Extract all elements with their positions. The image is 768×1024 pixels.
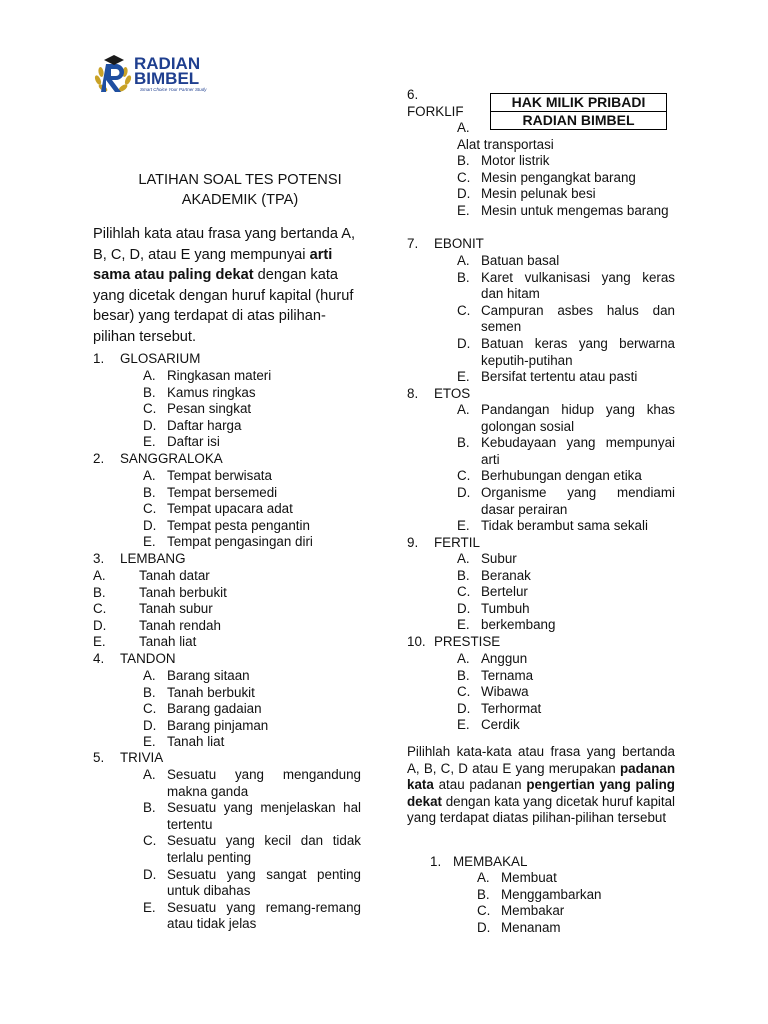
- option-letter: A.: [477, 870, 490, 885]
- option-letter: C.: [457, 169, 471, 185]
- option-letter: D.: [143, 866, 157, 882]
- option-letter: B.: [477, 886, 490, 902]
- option-text: Beranak: [481, 567, 531, 583]
- option-letter: E.: [143, 734, 156, 750]
- instructions-text-2: dengan kata yang dicetak dengan huruf kapital (huruf besar) yang terdapat di atas pilihan-pilihan tersebut.: [93, 267, 354, 345]
- option-a[interactable]: [457, 402, 675, 435]
- option-d[interactable]: [457, 701, 675, 718]
- question-2-options: [143, 468, 361, 551]
- question-7-options: [457, 253, 675, 386]
- question-3-options: [93, 568, 361, 651]
- option-text: Tempat upacara adat: [167, 501, 293, 517]
- option-b[interactable]: [457, 668, 675, 685]
- question-6-options: [457, 120, 675, 220]
- option-text: Sesuatu yang mengandung makna ganda: [167, 767, 361, 799]
- option-text: Tempat bersemedi: [167, 484, 278, 500]
- option-c[interactable]: [477, 903, 675, 920]
- option-c[interactable]: [457, 584, 675, 601]
- question-number: 10.: [407, 634, 426, 649]
- question-word: FORKLIF: [407, 103, 464, 119]
- option-d[interactable]: [457, 485, 675, 518]
- option-b[interactable]: [143, 800, 361, 833]
- section-2-instructions: [407, 744, 675, 827]
- title-line-1: LATIHAN SOAL TES POTENSI: [138, 172, 342, 188]
- option-letter: B.: [143, 684, 156, 700]
- option-letter: E.: [143, 434, 156, 450]
- option-e[interactable]: [457, 717, 675, 734]
- option-text: Tanah subur: [139, 601, 213, 617]
- option-text: berkembang: [481, 617, 556, 633]
- question-1-options: [143, 368, 361, 451]
- option-text: Ternama: [481, 667, 534, 683]
- logo-text-radian: RADIAN: [134, 54, 201, 73]
- option-letter: C.: [143, 701, 157, 717]
- option-text: Cerdik: [481, 717, 520, 733]
- option-d[interactable]: [93, 618, 361, 635]
- option-letter: D.: [93, 617, 107, 633]
- question-word: ETOS: [434, 386, 471, 401]
- option-text: Subur: [481, 551, 517, 566]
- option-text: Bersifat tertentu atau pasti: [481, 369, 638, 385]
- question-number: 1.: [93, 351, 105, 366]
- option-letter: A.: [457, 551, 470, 566]
- option-text: Tumbuh: [481, 600, 530, 616]
- option-d[interactable]: [143, 518, 361, 535]
- option-text: Ringkasan materi: [167, 368, 272, 383]
- option-letter: B.: [457, 269, 470, 285]
- option-text: Pesan singkat: [167, 401, 252, 417]
- option-letter: C.: [143, 501, 157, 517]
- option-text: Pandangan hidup yang khas golongan sosial: [481, 402, 675, 434]
- option-letter: A.: [143, 668, 156, 683]
- option-d[interactable]: [143, 718, 361, 735]
- option-d[interactable]: [457, 601, 675, 618]
- question-word: SANGGRALOKA: [120, 451, 223, 466]
- option-b[interactable]: [143, 685, 361, 702]
- option-letter: D.: [477, 919, 491, 935]
- option-text: Daftar harga: [167, 417, 242, 433]
- option-letter: D.: [457, 600, 471, 616]
- option-e[interactable]: [457, 518, 675, 535]
- option-e[interactable]: [143, 734, 361, 751]
- section-2-text-1: Pilihlah kata-kata atau frasa yang bertanda A, B, C, D atau E yang merupakan: [407, 744, 675, 776]
- option-e[interactable]: [457, 369, 675, 386]
- option-letter: A.: [93, 568, 106, 583]
- option-letter: C.: [457, 684, 471, 700]
- section-2-bold-1: padanan kata: [407, 760, 675, 793]
- option-letter: C.: [457, 584, 471, 600]
- option-letter: A.: [457, 120, 470, 135]
- option-text: Tanah liat: [139, 634, 197, 650]
- option-letter: D.: [143, 517, 157, 533]
- option-a[interactable]: [143, 668, 361, 685]
- option-letter: D.: [143, 717, 157, 733]
- option-d[interactable]: [477, 920, 675, 937]
- option-letter: D.: [457, 484, 471, 500]
- option-letter: B.: [457, 667, 470, 683]
- option-text: Sesuatu yang sangat penting untuk dibahas: [167, 866, 361, 899]
- question-number: 8.: [407, 386, 419, 401]
- option-text: Tanah rendah: [139, 617, 221, 633]
- copyright-line-1: HAK MILIK PRIBADI: [491, 94, 666, 112]
- option-d[interactable]: [457, 186, 675, 203]
- option-a[interactable]: [477, 870, 675, 887]
- question-word: PRESTISE: [434, 634, 501, 649]
- option-text: Alat transportasi: [457, 136, 554, 152]
- option-text: Daftar isi: [167, 434, 220, 450]
- option-letter: E.: [93, 634, 106, 650]
- option-letter: D.: [457, 335, 471, 351]
- option-c[interactable]: [457, 303, 675, 336]
- option-b[interactable]: [93, 585, 361, 602]
- option-text: Karet vulkanisasi yang keras dan hitam: [481, 269, 675, 302]
- option-c[interactable]: [143, 701, 361, 718]
- question-word: TANDON: [120, 651, 176, 666]
- option-text: Kebudayaan yang mempunyai arti: [481, 435, 675, 467]
- question-number: 6.: [407, 87, 419, 102]
- option-text: Tempat pesta pengantin: [167, 517, 310, 533]
- option-text: Campuran asbes halus dan semen: [481, 302, 675, 335]
- option-text: Batuan basal: [481, 253, 560, 268]
- option-c[interactable]: [143, 401, 361, 418]
- option-text: Mesin pelunak besi: [481, 186, 596, 202]
- option-letter: B.: [93, 584, 106, 600]
- section-2-text-2: atau padanan: [438, 777, 522, 793]
- option-letter: A.: [143, 468, 156, 483]
- question-8-options: [457, 402, 675, 535]
- copyright-line-2: RADIAN BIMBEL: [522, 112, 635, 128]
- option-e[interactable]: [457, 617, 675, 634]
- option-text: Tanah liat: [167, 734, 225, 750]
- option-text: Tidak berambut sama sekali: [481, 518, 648, 534]
- option-a[interactable]: [457, 120, 675, 153]
- option-letter: E.: [457, 369, 470, 385]
- option-b[interactable]: [457, 153, 675, 170]
- option-text: Motor listrik: [481, 153, 550, 169]
- option-a[interactable]: [457, 253, 675, 270]
- option-letter: B.: [457, 435, 470, 451]
- option-text: Membakar: [501, 903, 565, 919]
- option-letter: A.: [457, 651, 470, 666]
- option-letter: A.: [457, 253, 470, 268]
- option-letter: A.: [457, 402, 470, 417]
- option-b[interactable]: [477, 887, 675, 904]
- section-2-question-1-options: [477, 870, 675, 936]
- option-text: Anggun: [481, 651, 528, 666]
- section-2-text-3: dengan kata yang dicetak huruf kapital yang terdapat diatas pilihan-pilihan tersebut: [407, 793, 676, 826]
- option-letter: C.: [93, 601, 107, 617]
- question-number: 3.: [93, 551, 105, 566]
- option-c[interactable]: [143, 833, 361, 866]
- question-word: FERTIL: [434, 535, 480, 550]
- option-a[interactable]: [457, 651, 675, 668]
- option-b[interactable]: [143, 485, 361, 502]
- title-line-2: AKADEMIK (TPA): [181, 192, 299, 208]
- option-text: Barang gadaian: [167, 701, 262, 717]
- question-word: GLOSARIUM: [120, 351, 201, 366]
- question-number: 4.: [93, 651, 105, 666]
- question-10-options: [457, 651, 675, 734]
- option-e[interactable]: [143, 534, 361, 551]
- option-text: Organisme yang mendiami dasar perairan: [481, 484, 675, 517]
- option-letter: D.: [457, 186, 471, 202]
- option-text: Batuan keras yang berwarna keputih-putihan: [481, 335, 675, 368]
- option-text: Sesuatu yang remang-remang atau tidak jelas: [167, 899, 361, 932]
- instructions-paragraph: [93, 224, 358, 347]
- option-text: Menggambarkan: [501, 886, 602, 902]
- option-text: Sesuatu yang kecil dan tidak terlalu penting: [167, 833, 361, 865]
- option-letter: E.: [457, 202, 470, 218]
- option-a[interactable]: [457, 551, 675, 568]
- option-text: Membuat: [501, 870, 557, 885]
- question-number: 7.: [407, 236, 419, 251]
- option-c[interactable]: [457, 468, 675, 485]
- logo-tagline: Smart Choice Your Partner Study: [140, 87, 207, 92]
- option-d[interactable]: [143, 867, 361, 900]
- option-letter: A.: [143, 767, 156, 782]
- instructions-bold: arti sama atau paling dekat: [93, 246, 333, 283]
- option-letter: E.: [457, 518, 470, 534]
- radian-bimbel-logo: [92, 50, 227, 98]
- option-letter: B.: [143, 384, 156, 400]
- question-4-options: [143, 668, 361, 751]
- option-letter: B.: [457, 153, 470, 169]
- instructions-text-1: Pilihlah kata atau frasa yang bertanda A, B, C, D, atau E yang mempunyai: [93, 226, 356, 263]
- question-number: 9.: [407, 535, 419, 550]
- option-text: Berhubungan dengan etika: [481, 468, 642, 484]
- option-text: Tempat berwisata: [167, 468, 272, 483]
- question-9-options: [457, 551, 675, 634]
- option-text: Tanah berbukit: [139, 584, 227, 600]
- question-word: TRIVIA: [120, 750, 164, 765]
- option-c[interactable]: [93, 601, 361, 618]
- option-c[interactable]: [457, 170, 675, 187]
- option-text: Wibawa: [481, 684, 529, 700]
- option-letter: D.: [457, 700, 471, 716]
- option-text: Barang sitaan: [167, 668, 250, 683]
- option-text: Tanah berbukit: [167, 684, 255, 700]
- option-text: Terhormat: [481, 700, 542, 716]
- option-letter: C.: [143, 401, 157, 417]
- option-text: Mesin untuk mengemas barang: [481, 202, 669, 218]
- option-e[interactable]: [143, 900, 361, 933]
- option-c[interactable]: [457, 684, 675, 701]
- option-text: Tempat pengasingan diri: [167, 534, 313, 550]
- question-word: MEMBAKAL: [453, 854, 528, 869]
- page-title: [90, 170, 390, 210]
- option-letter: E.: [457, 717, 470, 733]
- section-2-bold-2: pengertian yang paling dekat: [407, 777, 675, 809]
- option-letter: B.: [143, 484, 156, 500]
- option-text: Menanam: [501, 919, 561, 935]
- option-c[interactable]: [143, 501, 361, 518]
- option-text: Barang pinjaman: [167, 717, 269, 733]
- option-letter: B.: [457, 567, 470, 583]
- logo-text-bimbel: BIMBEL: [134, 69, 200, 88]
- question-word: EBONIT: [434, 236, 484, 251]
- option-letter: E.: [143, 534, 156, 550]
- question-number: 2.: [93, 451, 105, 466]
- question-6: [407, 87, 464, 120]
- option-b[interactable]: [143, 385, 361, 402]
- option-e[interactable]: [457, 203, 675, 220]
- option-e[interactable]: [143, 434, 361, 451]
- option-text: Tanah datar: [139, 568, 210, 583]
- option-a[interactable]: [93, 568, 361, 585]
- option-letter: B.: [143, 800, 156, 816]
- option-d[interactable]: [457, 336, 675, 369]
- option-text: Kamus ringkas: [167, 384, 256, 400]
- option-e[interactable]: [93, 634, 361, 651]
- question-word: LEMBANG: [120, 551, 186, 566]
- option-b[interactable]: [457, 435, 675, 468]
- option-letter: C.: [477, 903, 491, 919]
- option-letter: C.: [457, 302, 471, 318]
- option-d[interactable]: [143, 418, 361, 435]
- option-letter: A.: [143, 368, 156, 383]
- option-b[interactable]: [457, 270, 675, 303]
- option-letter: D.: [143, 417, 157, 433]
- option-a[interactable]: [143, 767, 361, 800]
- option-text: Sesuatu yang menjelaskan hal tertentu: [167, 800, 361, 832]
- question-number: 1.: [430, 854, 442, 869]
- option-letter: C.: [457, 468, 471, 484]
- option-a[interactable]: [143, 368, 361, 385]
- option-letter: E.: [457, 617, 470, 633]
- option-letter: C.: [143, 833, 157, 849]
- option-text: Bertelur: [481, 584, 528, 600]
- question-5-options: [143, 767, 361, 933]
- option-b[interactable]: [457, 568, 675, 585]
- option-text: Mesin pengangkat barang: [481, 169, 636, 185]
- option-letter: E.: [143, 899, 156, 915]
- question-number: 5.: [93, 750, 105, 765]
- option-a[interactable]: [143, 468, 361, 485]
